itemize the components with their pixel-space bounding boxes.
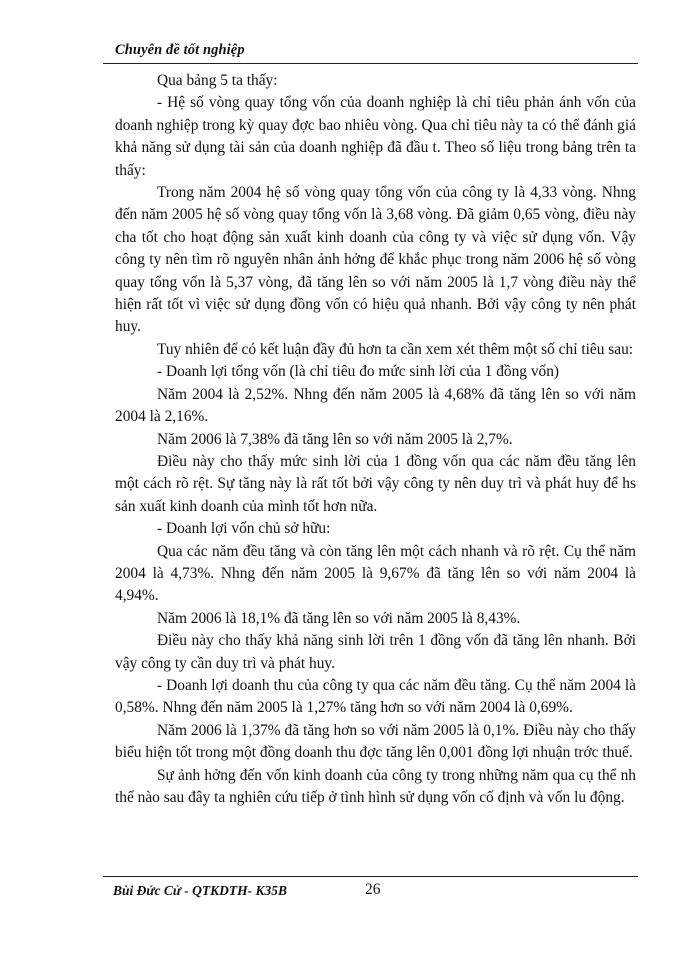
paragraph: - Hệ số vòng quay tổng vốn của doanh nghiệp là chỉ tiêu phản ánh vốn của doanh nghiệp trong kỳ quay đợc bao nhiêu vòng. Qua chỉ tiêu này ta có thể đánh giá khả năng sử dụng tài sản của doanh nghiệp đã đầu t. Theo số liệu trong bảng trên ta thấy: (115, 94, 636, 179)
document-body (115, 70, 636, 809)
paragraph: - Doanh lợi doanh thu của công ty qua các năm đều tăng. Cụ thể năm 2004 là 0,58%. Nhng đến năm 2005 là 1,27% tăng hơn so với năm 2004 là 0,69%. (115, 676, 636, 717)
paragraph: Điều này cho thấy khả năng sinh lời trên 1 đồng vốn đã tăng lên nhanh. Bởi vậy công ty cần duy trì và phát huy. (115, 632, 636, 672)
paragraph: Qua bảng 5 ta thấy: (157, 72, 278, 89)
paragraph: Qua các năm đều tăng và còn tăng lên một cách nhanh và rõ rệt. Cụ thể năm 2004 là 4,73%. Nhng đến năm 2005 là 9,67% đã tăng lên so với năm 2004 là 4,94%. (115, 542, 636, 605)
paragraph: Tuy nhiên để có kết luận đầy đủ hơn ta cần xem xét thêm một số chỉ tiêu sau: (157, 340, 634, 358)
paragraph: Năm 2006 là 7,38% đã tăng lên so với năm 2005 là 2,7%. (157, 430, 513, 448)
paragraph: Điều này cho thấy mức sinh lời của 1 đồng vốn qua các năm đều tăng lên một cách rõ rệt. Sự tăng này là rất tốt bởi vậy công ty nên duy trì và phát huy để hs sản xuất kinh doanh của mình tốt hơn nữa. (115, 452, 636, 515)
page-footer (103, 876, 638, 901)
paragraph: Sự ảnh hởng đến vốn kinh doanh của công ty trong những năm qua cụ thể nh thế nào sau đây ta nghiên cứu tiếp ở tình hình sử dụng vốn cố định và vốn lu động. (115, 766, 636, 806)
paragraph: - Doanh lợi vốn chủ sở hữu: (157, 520, 331, 538)
paragraph: Trong năm 2004 hệ số vòng quay tổng vốn của công ty là 4,33 vòng. Nhng đến năm 2005 hệ số vòng quay tổng vốn là 3,68 vòng. Đã giảm 0,65 vòng, điều này cha tốt cho hoạt động sản xuất kinh doanh của công ty và việc sử dụng vốn. Vậy công ty nên tìm rõ nguyên nhân ảnh hởng để khắc phục trong năm 2006 hệ số vòng quay tổng vốn là 5,37 vòng, đã tăng lên so với năm 2005 là 1,7 vòng điều này thể hiện rất tốt vì việc sử dụng đồng vốn có hiệu quả nhanh. Bởi vậy công ty nên phát huy. (115, 184, 636, 336)
page-header (103, 41, 638, 64)
header-title: Chuyên đề tốt nghiệp (115, 42, 245, 58)
paragraph: Năm 2004 là 2,52%. Nhng đến năm 2005 là 4,68% đã tăng lên so với năm 2004 là 2,16%. (115, 385, 636, 426)
page-number: 26 (365, 881, 381, 898)
paragraph: Năm 2006 là 18,1% đã tăng lên so với năm 2005 là 8,43%. (157, 609, 521, 627)
paragraph: - Doanh lợi tổng vốn (là chỉ tiêu đo mức sinh lời của 1 đồng vốn) (157, 363, 560, 381)
paragraph: Năm 2006 là 1,37% đã tăng hơn so với năm 2005 là 0,1%. Điều này cho thấy biểu hiện tốt trong một đồng doanh thu đợc tăng lên 0,001 đồng lợi nhuận trớc thuế. (115, 721, 636, 762)
footer-author: Bùi Đức Cử - QTKDTH- K35B (113, 883, 288, 898)
